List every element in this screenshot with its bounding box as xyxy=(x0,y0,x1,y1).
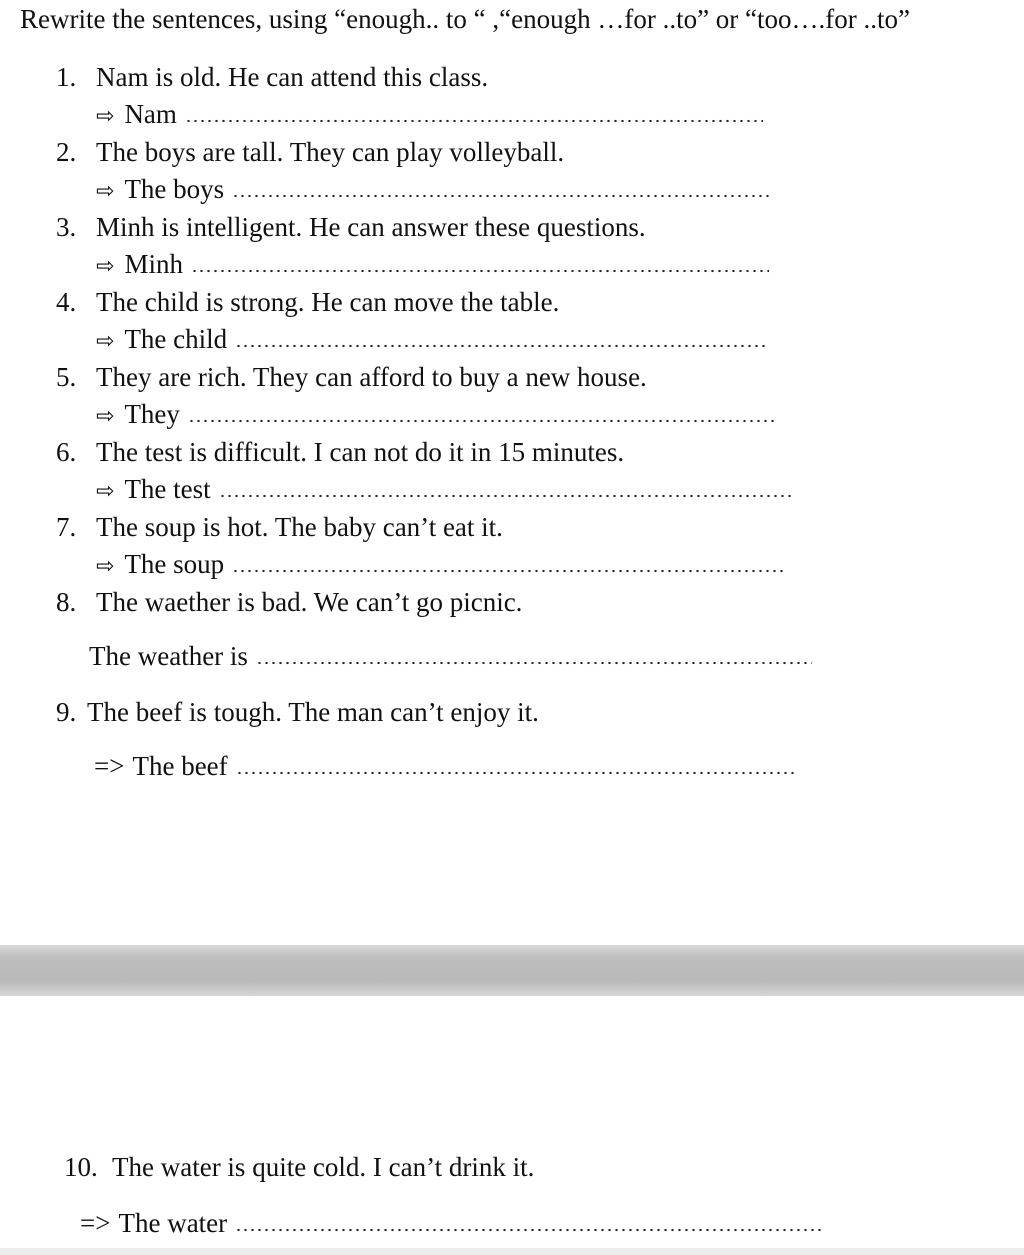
item-sentence: The beef is tough. The man can’t enjoy it. xyxy=(87,697,539,727)
answer-blank[interactable] xyxy=(235,1228,823,1232)
answer-blank[interactable] xyxy=(232,194,772,198)
answer-subject: The test xyxy=(124,474,211,504)
instruction-heading: Rewrite the sentences, using “enough.. to “ ,“enough …for ..to” or “too….for ..to” xyxy=(20,4,910,34)
answer-line-1[interactable] xyxy=(96,99,763,130)
answer-line-6[interactable] xyxy=(96,474,793,505)
item-sentence: The child is strong. He can move the table. xyxy=(96,287,560,317)
exercise-item-4 xyxy=(56,287,559,318)
answer-subject: They xyxy=(124,399,180,429)
item-sentence: The soup is hot. The baby can’t eat it. xyxy=(96,512,503,542)
answer-subject: The weather is xyxy=(89,641,248,671)
answer-subject: Minh xyxy=(124,249,183,279)
exercise-item-8 xyxy=(56,587,522,618)
answer-line-4[interactable] xyxy=(96,324,765,355)
answer-subject: The beef xyxy=(132,751,228,781)
answer-blank[interactable] xyxy=(236,771,796,775)
item-number: 5. xyxy=(56,362,77,392)
item-sentence: Minh is intelligent. He can answer these questions. xyxy=(96,212,646,242)
item-sentence: The waether is bad. We can’t go picnic. xyxy=(96,587,523,617)
item-sentence: They are rich. They can afford to buy a new house. xyxy=(96,362,647,392)
answer-subject: The child xyxy=(124,324,228,354)
answer-line-10[interactable] xyxy=(80,1208,823,1239)
answer-subject: Nam xyxy=(124,99,177,129)
page-bottom-edge xyxy=(0,1248,1024,1255)
right-arrow-icon: ⇨ xyxy=(96,479,115,504)
right-arrow-icon: ⇨ xyxy=(96,554,115,579)
exercise-item-10 xyxy=(64,1152,534,1183)
item-sentence: The test is difficult. I can not do it in 15 minutes. xyxy=(96,437,625,467)
item-number: 6. xyxy=(56,437,77,467)
right-arrow-icon: ⇨ xyxy=(96,404,115,429)
answer-subject: The boys xyxy=(124,174,225,204)
page-divider xyxy=(0,945,1024,996)
right-arrow-icon: ⇨ xyxy=(96,179,115,204)
answer-line-9[interactable] xyxy=(94,751,796,782)
exercise-item-3 xyxy=(56,212,646,243)
answer-line-3[interactable] xyxy=(96,249,769,280)
answer-blank[interactable] xyxy=(232,569,786,573)
right-arrow-icon: ⇨ xyxy=(96,104,115,129)
item-number: 7. xyxy=(56,512,77,542)
answer-blank[interactable] xyxy=(256,661,812,665)
answer-line-5[interactable] xyxy=(96,399,778,430)
item-number: 4. xyxy=(56,287,77,317)
answer-blank[interactable] xyxy=(191,269,769,273)
right-arrow-icon: ⇨ xyxy=(96,329,115,354)
answer-subject: The water xyxy=(118,1208,228,1238)
exercise-item-5 xyxy=(56,362,647,393)
item-number: 3. xyxy=(56,212,77,242)
item-number: 2. xyxy=(56,137,77,167)
exercise-item-7 xyxy=(56,512,503,543)
answer-line-2[interactable] xyxy=(96,174,772,205)
exercise-item-6 xyxy=(56,437,624,468)
item-number: 8. xyxy=(56,587,77,617)
answer-arrow-text: => xyxy=(80,1208,111,1238)
answer-blank[interactable] xyxy=(219,494,793,498)
answer-blank[interactable] xyxy=(185,119,763,123)
answer-line-8[interactable] xyxy=(89,641,812,672)
item-number: 10. xyxy=(64,1152,98,1182)
answer-line-7[interactable] xyxy=(96,549,786,580)
item-number: 1. xyxy=(56,62,77,92)
exercise-item-9 xyxy=(56,697,539,728)
answer-blank[interactable] xyxy=(235,344,765,348)
exercise-item-2 xyxy=(56,137,564,168)
item-sentence: Nam is old. He can attend this class. xyxy=(96,62,489,92)
item-number: 9. xyxy=(56,697,77,727)
answer-arrow-text: => xyxy=(94,751,125,781)
exercise-item-1 xyxy=(56,62,488,93)
right-arrow-icon: ⇨ xyxy=(96,254,115,279)
answer-blank[interactable] xyxy=(188,419,778,423)
item-sentence: The boys are tall. They can play volleyball. xyxy=(96,137,565,167)
item-sentence: The water is quite cold. I can’t drink it. xyxy=(112,1152,535,1182)
answer-subject: The soup xyxy=(124,549,225,579)
